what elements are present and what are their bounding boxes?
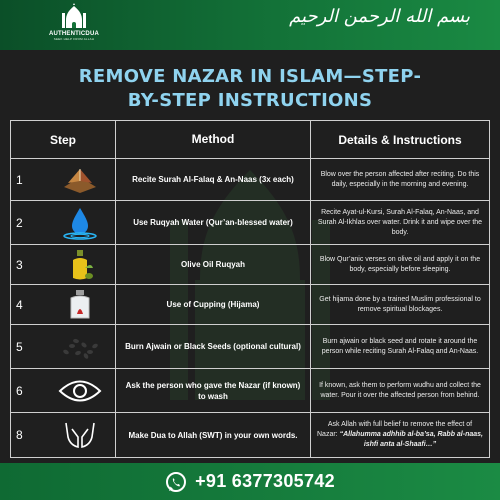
brand-name: AUTHENTICDUA bbox=[48, 31, 100, 37]
step-method: Use Ruqyah Water (Qur’an-blessed water) bbox=[116, 201, 311, 244]
step-details: Blow Qur’anic verses on olive oil and apply it on the body, especially before sleeping. bbox=[319, 255, 481, 273]
phone-number[interactable]: +91 6377305742 bbox=[195, 471, 335, 491]
step-number: 5 bbox=[16, 339, 23, 354]
step-details: Get hijama done by a trained Muslim professional to remove spiritual blockages. bbox=[319, 295, 481, 313]
top-banner bbox=[0, 0, 500, 50]
step-method: Ask the person who gave the Nazar (if known) to wash bbox=[116, 369, 311, 412]
step-details bbox=[311, 413, 489, 457]
table-row bbox=[11, 245, 489, 285]
praying-hands-icon bbox=[44, 413, 116, 457]
instructions-table bbox=[10, 120, 490, 458]
basmala-calligraphy: بسم الله الرحمن الرحيم bbox=[289, 6, 470, 27]
brand-tagline: SEEK HELP FROM ALLAH bbox=[53, 37, 95, 41]
dua-text: “Allahumma adhhib al-ba’sa, Rabb al-naas, ishfi anta al-Shaafi…” bbox=[339, 431, 483, 448]
step-method: Olive Oil Ruqyah bbox=[116, 245, 311, 284]
table-row bbox=[11, 285, 489, 325]
step-number: 3 bbox=[16, 257, 23, 272]
step-details: Burn ajwain or black seed and rotate it around the person while reciting Surah Al-Falaq and An-Naas. bbox=[321, 337, 479, 355]
header-step: Step bbox=[11, 121, 116, 158]
step-number: 6 bbox=[16, 383, 23, 398]
black-seeds-icon bbox=[44, 325, 116, 368]
water-drop-icon bbox=[44, 201, 116, 244]
table-row bbox=[11, 413, 489, 457]
title-line-2: BY-STEP INSTRUCTIONS bbox=[127, 90, 373, 111]
brand-logo[interactable] bbox=[48, 3, 100, 47]
step-details: Recite Ayat-ul-Kursi, Surah Al-Falaq, An-Naas, and Surah Al-Ikhlas over water. Drink it and wipe over the body. bbox=[317, 208, 483, 236]
dua-intro-text: Ask Allah with full belief to remove the effect of Nazar: bbox=[317, 421, 473, 438]
step-number: 1 bbox=[16, 172, 23, 187]
table-row bbox=[11, 159, 489, 201]
step-method: Make Dua to Allah (SWT) in your own words. bbox=[116, 413, 311, 457]
header-details: Details & Instructions bbox=[338, 132, 462, 147]
eye-icon bbox=[44, 369, 116, 412]
table-row bbox=[11, 201, 489, 245]
step-details: If known, ask them to perform wudhu and collect the water. Pour it over the affected person from behind. bbox=[319, 381, 481, 399]
whatsapp-icon[interactable] bbox=[165, 471, 187, 493]
page-title bbox=[40, 65, 460, 113]
step-number: 4 bbox=[16, 297, 23, 312]
step-method: Recite Surah Al-Falaq & An-Naas (3x each) bbox=[116, 159, 311, 200]
mosque-icon bbox=[59, 3, 89, 31]
step-number: 8 bbox=[16, 428, 23, 442]
step-details: Blow over the person affected after reciting. Do this daily, especially in the morning and evening. bbox=[320, 170, 480, 188]
table-row bbox=[11, 325, 489, 369]
cupping-icon bbox=[44, 285, 116, 324]
olive-oil-icon bbox=[44, 245, 116, 284]
title-line-1: REMOVE NAZAR IN ISLAM—STEP- bbox=[78, 66, 422, 87]
contact-footer bbox=[0, 463, 500, 500]
header-method: Method bbox=[116, 121, 311, 158]
step-method: Burn Ajwain or Black Seeds (optional cultural) bbox=[116, 325, 311, 368]
step-method: Use of Cupping (Hijama) bbox=[116, 285, 311, 324]
table-row bbox=[11, 369, 489, 413]
table-header-row bbox=[11, 121, 489, 159]
step-number: 2 bbox=[16, 215, 23, 230]
quran-icon bbox=[44, 159, 116, 200]
